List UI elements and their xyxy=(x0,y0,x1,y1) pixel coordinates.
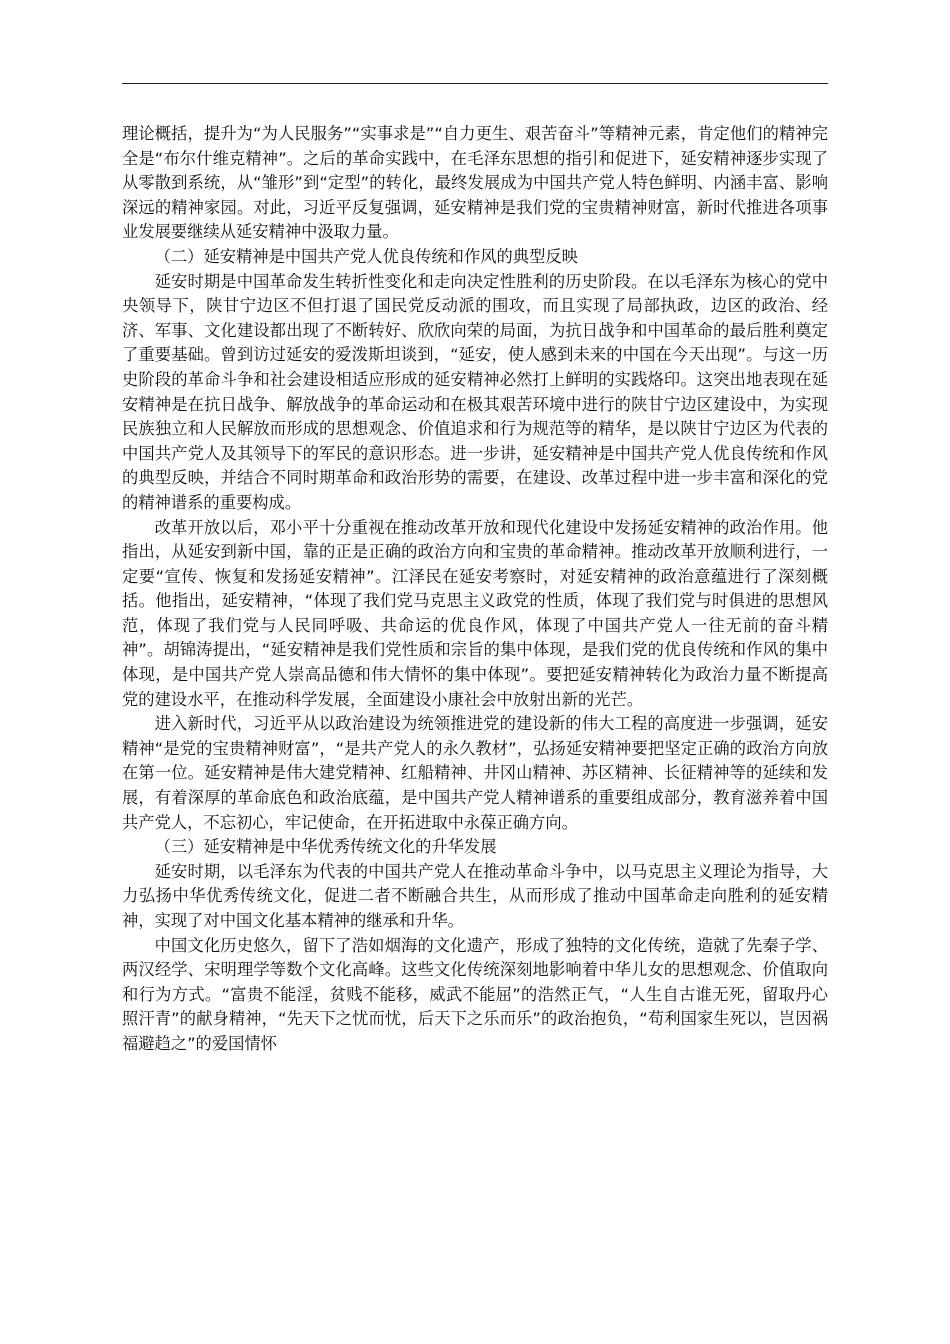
header-rule xyxy=(122,83,828,84)
paragraph: 中国文化历史悠久，留下了浩如烟海的文化遗产，形成了独特的文化传统，造就了先秦子学、两汉经学、宋明理学等数个文化高峰。这些文化传统深刻地影响着中华儿女的思想观念、价值取向和行为方式。“富贵不能淫，贫贱不能移，威武不能屈”的浩然正气，“人生自古谁无死，留取丹心照汗青”的献身精神，“先天下之忧而忧，后天下之乐而乐”的政治抱负，“苟利国家生死以，岂因祸福避趋之”的爱国情怀 xyxy=(122,935,828,1053)
paragraph: 延安时期，以毛泽东为代表的中国共产党人在推动革命斗争中，以马克思主义理论为指导，大力弘扬中华优秀传统文化，促进二者不断融合共生，从而形成了推动中国革命走向胜利的延安精神，实现了对中国文化基本精神的继承和升华。 xyxy=(122,861,828,930)
document-body xyxy=(122,122,828,1057)
paragraph: 理论概括，提升为“为人民服务”“实事求是”“自力更生、艰苦奋斗”等精神元素，肯定他们的精神完全是“布尔什维克精神”。之后的革命实践中，在毛泽东思想的指引和促进下，延安精神逐步实现了从零散到系统，从“雏形”到“定型”的转化，最终发展成为中国共产党人特色鲜明、内涵丰富、影响深远的精神家园。对此，习近平反复强调，延安精神是我们党的宝贵精神财富，新时代推进各项事业发展要继续从延安精神中汲取力量。 xyxy=(122,124,828,242)
paragraph: 进入新时代，习近平从以政治建设为统领推进党的建设新的伟大工程的高度进一步强调，延安精神“是党的宝贵精神财富”，“是共产党人的永久教材”，弘扬延安精神要把坚定正确的政治方向放在第一位。延安精神是伟大建党精神、红船精神、井冈山精神、苏区精神、长征精神等的延续和发展，有着深厚的革命底色和政治底蕴，是中国共产党人精神谱系的重要组成部分，教育滋养着中国共产党人，不忘初心，牢记使命，在开拓进取中永葆正确方向。 xyxy=(122,714,828,832)
paragraph: 改革开放以后，邓小平十分重视在推动改革开放和现代化建设中发扬延安精神的政治作用。他指出，从延安到新中国，靠的正是正确的政治方向和宝贵的革命精神。推动改革开放顺利进行，一定要“宣传、恢复和发扬延安精神”。江泽民在延安考察时，对延安精神的政治意蕴进行了深刻概括。他指出，延安精神，“体现了我们党马克思主义政党的性质，体现了我们党与时俱进的思想风范，体现了我们党与人民同呼吸、共命运的优良作风，体现了中国共产党人一往无前的奋斗精神”。胡锦涛提出，“延安精神是我们党性质和宗旨的集中体现，是我们党的优良传统和作风的集中体现，是中国共产党人崇高品德和伟大情怀的集中体现”。要把延安精神转化为政治力量不断提高党的建设水平，在推动科学发展，全面建设小康社会中放射出新的光芒。 xyxy=(122,517,828,709)
section-heading: （二）延安精神是中国共产党人优良传统和作风的典型反映 xyxy=(154,246,578,266)
paragraph: 延安时期是中国革命发生转折性变化和走向决定性胜利的历史阶段。在以毛泽东为核心的党中央领导下，陕甘宁边区不但打退了国民党反动派的围攻，而且实现了局部执政，边区的政治、经济、军事、文化建设都出现了不断转好、欣欣向荣的局面，为抗日战争和中国革命的最后胜利奠定了重要基础。曾到访过延安的爱泼斯坦谈到，“延安，使人感到未来的中国在今天出现”。与这一历史阶段的革命斗争和社会建设相适应形成的延安精神必然打上鲜明的实践烙印。这突出地表现在延安精神是在抗日战争、解放战争的革命运动和在极其艰苦环境中进行的陕甘宁边区建设中，为实现民族独立和人民解放而形成的思想观念、价值追求和行为规范等的精华，是以陕甘宁边区为代表的中国共产党人及其领导下的军民的意识形态。进一步讲，延安精神是中国共产党人优良传统和作风的典型反映，并结合不同时期革命和政治形势的需要，在建设、改革过程中进一步丰富和深化的党的精神谱系的重要构成。 xyxy=(122,271,828,512)
section-heading: （三）延安精神是中华优秀传统文化的升华发展 xyxy=(154,837,497,857)
